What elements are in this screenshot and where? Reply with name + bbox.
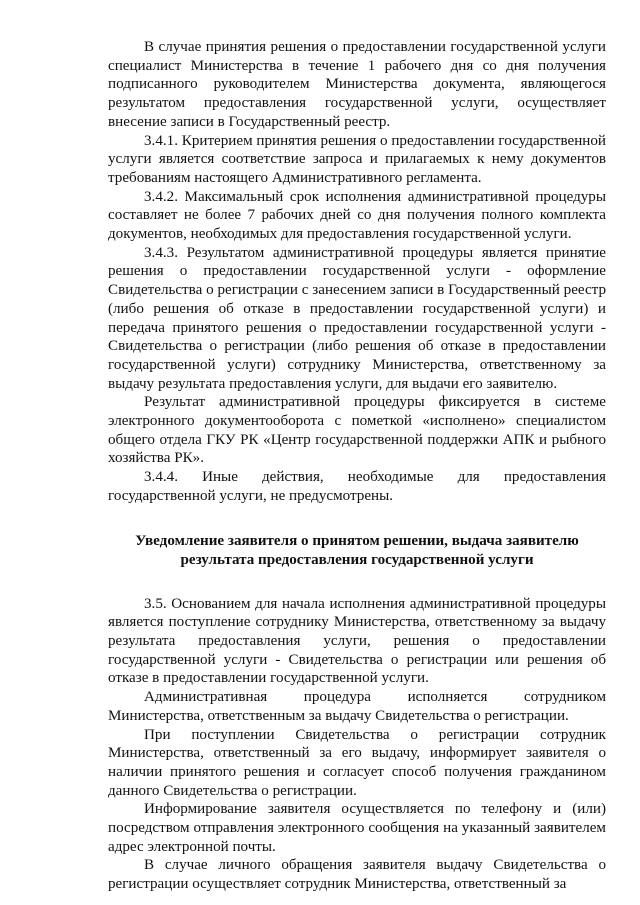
paragraph-3-4-1: 3.4.1. Критерием принятия решения о предоставлении государственной услуги является соответствие запроса и прилагаемых к нему документов требованиям настоящего Административного регламента.: [108, 132, 606, 186]
paragraph-3-5: 3.5. Основанием для начала исполнения административной процедуры является поступление сотруднику Министерства, ответственному за выдачу результата предоставления услуги, решения о предоставлении государственной услуги - Свидетельства о регистрации или решения об отказе в предоставлении государственной услуги.: [108, 595, 606, 687]
document-page: [108, 38, 606, 894]
paragraph-3-4-4: 3.4.4. Иные действия, необходимые для предоставления государственной услуги, не предусмотрены.: [108, 469, 606, 504]
paragraph-3-4-3: 3.4.3. Результатом административной процедуры является принятие решения о предоставлении государственной услуги - оформление Свидетельства о регистрации с занесением записи в Государственный реестр (либо решения об отказе в предоставлении государственной услуги) и передача принятого решения о предоставлении государственной услуги - Свидетельства о регистрации (либо решения об отказе в предоставлении государственной услуги) сотруднику Министерства, ответственному за выдачу результата предоставления услуги, для выдачи его заявителю.: [108, 244, 606, 392]
paragraph-procedure-executor: Административная процедура исполняется сотрудником Министерства, ответственным за выдачу Свидетельства о регистрации.: [108, 689, 606, 724]
section-heading: [108, 532, 606, 570]
section-heading-line-2: результата предоставления государственной услуги: [180, 551, 534, 568]
paragraph-result-recorded: Результат административной процедуры фиксируется в системе электронного документооборота с пометкой «исполнено» специалистом общего отдела ГКУ РК «Центр государственной поддержки АПК и рыбного хозяйства РК».: [108, 394, 606, 467]
paragraph-3-4-2: 3.4.2. Максимальный срок исполнения административной процедуры составляет не более 7 рабочих дней со дня получения полного комплекта документов, необходимых для предоставления государственной услуги.: [108, 188, 606, 243]
section-heading-line-1: Уведомление заявителя о принятом решении, выдача заявителю: [135, 532, 579, 549]
paragraph-personal-visit: В случае личного обращения заявителя выдачу Свидетельства о регистрации осуществляет сотрудник Министерства, ответственный за: [108, 857, 606, 893]
paragraph-informing-applicant: Информирование заявителя осуществляется по телефону и (или) посредством отправления электронного сообщения на указанный заявителем адрес электронной почты.: [108, 801, 606, 855]
paragraph-registry-entry: В случае принятия решения о предоставлении государственной услуги специалист Министерства в течение 1 рабочего дня со дня получения подписанного руководителем Министерства документа, являющегося результатом предоставления государственной услуги, осуществляет внесение записи в Государственный реестр.: [108, 39, 606, 130]
paragraph-certificate-receipt: При поступлении Свидетельства о регистрации сотрудник Министерства, ответственный за его выдачу, информирует заявителя о наличии принятого решения и согласует способ получения гражданином данного Свидетельства о регистрации.: [108, 726, 606, 799]
